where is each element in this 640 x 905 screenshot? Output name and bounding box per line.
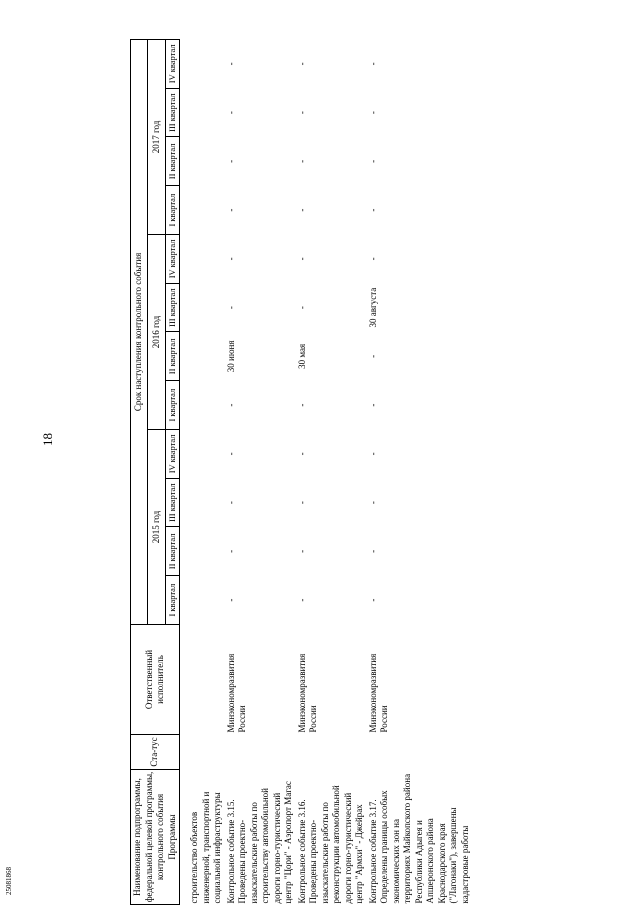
row-value: - [225,501,236,505]
header-quarter: I квартал [165,576,179,625]
row-value: 30 июня [225,340,236,373]
row-value [188,478,225,527]
row-value: - [296,549,307,553]
row-value: - [296,208,307,212]
row-value [188,527,225,576]
control-events-table [130,39,472,905]
row-value [188,88,225,137]
header-quarter: II квартал [165,137,179,186]
row-status [188,735,225,770]
row-status [296,735,367,770]
row-responsible: Минэкономразвития России [296,653,319,733]
table-row [188,39,225,904]
row-value: - [367,354,378,358]
header-year: 2015 год [148,430,165,625]
document-code: 25081868 [5,867,13,895]
header-quarter: I квартал [165,186,179,235]
row-name: Контрольное событие 3.17. Определены границы особых экономических зон на территориях Майкопского района Республики Адыгея и Апшеронского района Краснодарского края ("Лагонаки"), завершены кадастровые работы [367,773,470,904]
row-value: - [367,549,378,553]
row-name: Контрольное событие 3.16. Проведены проектно-изыскательские работы по реконструкции автомобильной дороги горно-туристический центр "Армхи" - Джейрах [296,785,365,904]
row-value: - [296,62,307,66]
row-value [188,430,225,479]
row-name: Контрольное событие 3.15. Проведены проектно-изыскательские работы по строительству автомобильной дороги горно-туристический центр "Цори" - Аэропорт Магас [225,781,294,904]
header-year: 2017 год [148,39,165,234]
row-value: - [367,501,378,505]
row-value: - [296,111,307,115]
header-year: 2016 год [148,235,165,430]
page-number: 18 [40,433,55,446]
row-name: строительство объектов инженерной, транспортной и социальной инфраструктуры [189,791,223,904]
row-value: - [225,62,236,66]
header-quarter: IV квартал [165,39,179,88]
row-responsible: Минэкономразвития России [367,653,390,733]
row-value [188,137,225,186]
row-value: - [367,257,378,261]
row-value: - [225,306,236,310]
row-value: - [225,452,236,456]
row-value [188,235,225,284]
header-responsible: Ответственный исполнитель [131,625,180,735]
row-value: - [367,452,378,456]
header-quarter: II квартал [165,332,179,381]
row-value: - [296,159,307,163]
row-value: 30 мая [296,343,307,369]
table-row [296,39,367,904]
row-value: - [225,208,236,212]
row-value: - [225,598,236,602]
row-value [188,381,225,430]
row-value: - [367,208,378,212]
row-value [188,186,225,235]
header-quarter: IV квартал [165,235,179,284]
header-status: Ста-тус [131,735,180,770]
row-value: - [225,257,236,261]
row-value: - [225,111,236,115]
row-value: - [296,452,307,456]
row-status [225,735,296,770]
row-responsible [188,625,225,735]
header-quarter: II квартал [165,527,179,576]
row-value: - [367,111,378,115]
header-name: Наименование подпрограммы, федеральной целевой программы, контрольного события Программы [131,770,180,905]
header-deadline: Срок наступления контрольного события [131,39,148,624]
table-row [367,39,473,904]
row-value [188,576,225,625]
row-value: - [225,403,236,407]
row-status [367,735,473,770]
row-value: - [367,598,378,602]
row-value: - [296,501,307,505]
row-value: - [225,549,236,553]
row-value: - [296,306,307,310]
row-responsible: Минэкономразвития России [225,653,248,733]
row-value [188,283,225,332]
row-value: - [296,257,307,261]
header-quarter: III квартал [165,88,179,137]
row-value [188,332,225,381]
header-quarter: IV квартал [165,430,179,479]
row-value: - [296,598,307,602]
row-value: - [367,159,378,163]
row-value: - [367,62,378,66]
rotated-page [130,40,630,905]
header-quarter: I квартал [165,381,179,430]
row-value [188,39,225,88]
header-quarter: III квартал [165,283,179,332]
row-value: 30 августа [367,287,378,328]
header-quarter: III квартал [165,478,179,527]
row-value: - [367,403,378,407]
row-value: - [296,403,307,407]
row-value: - [225,159,236,163]
table-row [225,39,296,904]
